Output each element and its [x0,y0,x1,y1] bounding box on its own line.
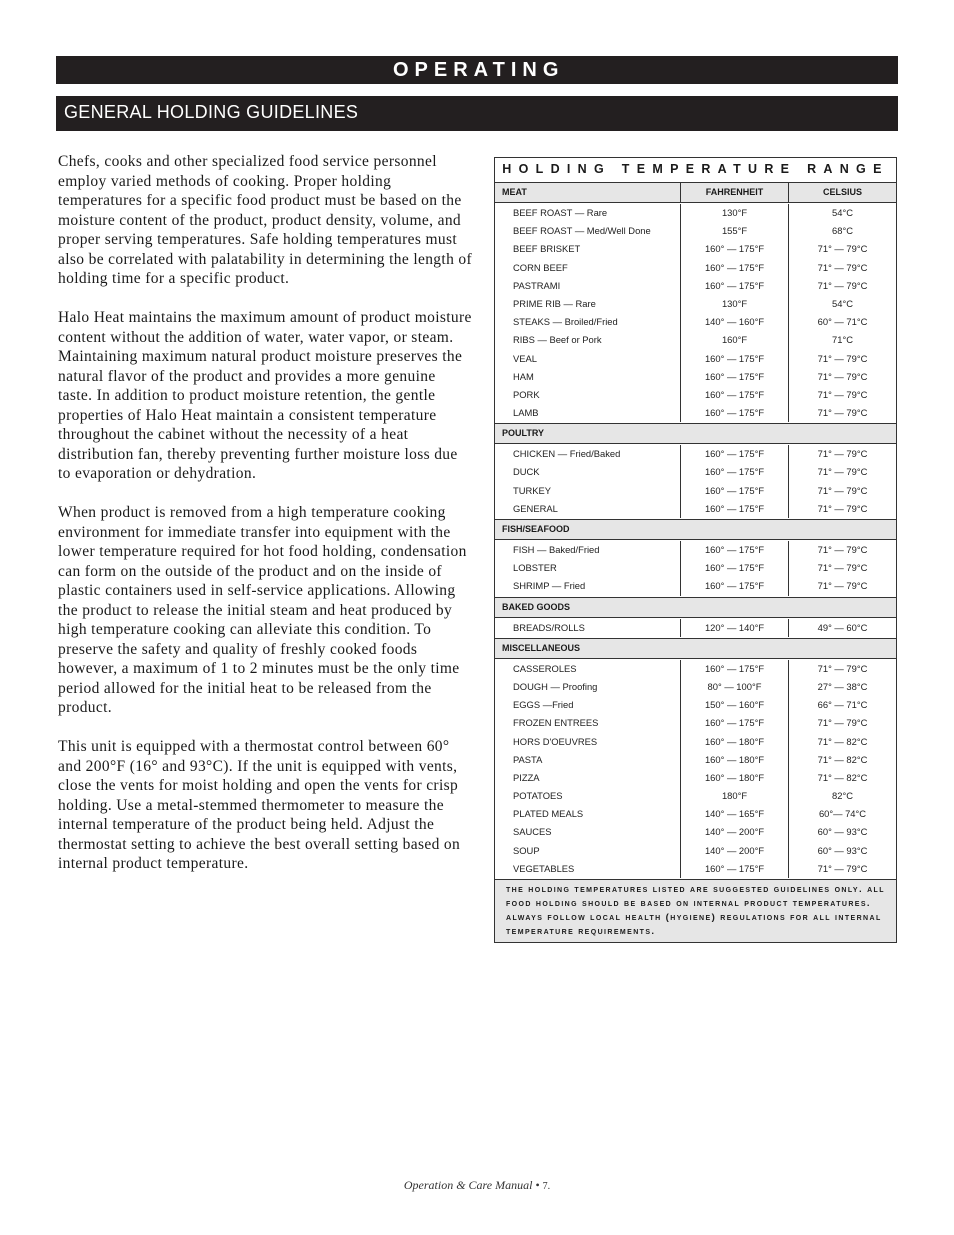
food-name-cell: VEGETABLES [513,862,575,874]
fahrenheit-cell: 140° — 160°F [680,313,788,331]
table-row [495,541,896,559]
food-name-cell: DUCK [513,466,540,478]
fahrenheit-cell: 140° — 200°F [680,823,788,841]
fahrenheit-cell: 120° — 140°F [680,619,788,637]
food-name-cell: CASSEROLES [513,662,577,674]
food-name-cell: LOBSTER [513,562,557,574]
fahrenheit-cell: 160° — 175°F [680,714,788,732]
table-title: HOLDING TEMPERATURE RANGE [495,158,896,183]
celsius-cell: 71° — 79°C [788,445,896,463]
table-row [495,204,896,222]
celsius-cell: 60° — 93°C [788,842,896,860]
table-row [495,500,896,518]
celsius-cell: 71° — 79°C [788,714,896,732]
food-name-cell: SHRIMP — Fried [513,580,586,592]
celsius-cell: 71° — 82°C [788,733,896,751]
celsius-cell: 27° — 38°C [788,678,896,696]
table-row [495,240,896,258]
food-name-cell: BEEF ROAST — Rare [513,207,608,218]
fahrenheit-cell: 160° — 175°F [680,259,788,277]
food-name-cell: LAMB [513,407,539,419]
table-row [495,482,896,500]
paragraph: Chefs, cooks and other specialized food service personnel employ varied methods of cooking. Proper holding temperatures for a specific food product must be based on the moisture content of the product, product density, volume, and proper serving temperatures. Safe holding temperatures must also be correlated with palatability in determining the length of holding time for a specific product. [58,153,473,287]
food-name-cell: BEEF ROAST — Med/Well Done [513,225,651,237]
paragraph: Halo Heat maintains the maximum amount of product moisture content without the addition of water, water vapor, or steam. Maintaining maximum natural product moisture preserves the natural flavor of the product and provides a more genuine taste. In addition to product moisture retention, the gentle properties of Halo Heat maintain a consistent temperature throughout the cabinet without the necessity of a heat distribution fan, thereby preventing further moisture loss due to evaporation or dehydration. [58,309,472,482]
food-name-cell: GENERAL [513,502,558,514]
table-row [495,404,896,422]
celsius-cell: 71° — 79°C [788,559,896,577]
celsius-cell: 71°C [788,331,896,349]
table-row [495,559,896,577]
page-footer [0,1178,954,1193]
table-row [495,577,896,595]
food-name-cell: TURKEY [513,484,552,496]
fahrenheit-cell: 160° — 175°F [680,482,788,500]
table-row [495,842,896,860]
fahrenheit-cell: 180°F [680,787,788,805]
fahrenheit-cell: 160° — 175°F [680,350,788,368]
celsius-cell: 82°C [788,787,896,805]
celsius-cell: 71° — 79°C [788,577,896,595]
fahrenheit-cell: 160° — 175°F [680,559,788,577]
food-name-cell: SOUP [513,844,540,856]
fahrenheit-cell: 160° — 175°F [680,368,788,386]
table-section-group [495,659,896,879]
table-row [495,331,896,349]
fahrenheit-cell: 160° — 175°F [680,277,788,295]
fahrenheit-cell: 160° — 175°F [680,860,788,878]
fahrenheit-cell: 160° — 175°F [680,240,788,258]
header-category: MEAT [502,187,527,197]
food-name-cell: HORS D'OEUVRES [513,735,598,747]
celsius-cell: 71° — 79°C [788,259,896,277]
food-name-cell: PRIME RIB — Rare [513,297,596,309]
celsius-cell: 71° — 79°C [788,860,896,878]
food-name-cell: DOUGH — Proofing [513,680,598,692]
celsius-cell: 60° — 93°C [788,823,896,841]
food-name-cell: POTATOES [513,790,563,802]
fahrenheit-cell: 160°F [680,331,788,349]
table-row [495,259,896,277]
table-row [495,714,896,732]
fahrenheit-cell: 160° — 175°F [680,386,788,404]
fahrenheit-cell: 130°F [680,204,788,222]
celsius-cell: 71° — 79°C [788,277,896,295]
fahrenheit-cell: 160° — 180°F [680,751,788,769]
holding-temperature-table [494,157,897,943]
fahrenheit-cell: 140° — 200°F [680,842,788,860]
table-row [495,751,896,769]
table-row [495,222,896,240]
table-section-header: FISH/SEAFOOD [495,519,896,540]
food-name-cell: CORN BEEF [513,261,568,273]
table-section-header: MISCELLANEOUS [495,638,896,659]
celsius-cell: 66° — 71°C [788,696,896,714]
food-name-cell: STEAKS — Broiled/Fried [513,316,618,328]
table-row [495,733,896,751]
table-row [495,368,896,386]
header-celsius: CELSIUS [788,183,896,202]
celsius-cell: 71° — 79°C [788,482,896,500]
paragraph: This unit is equipped with a thermostat control between 60° and 200°F (16° and 93°C). If the unit is equipped with vents, close the vents for moist holding and open the vents for crisp holding. Use a metal-stemmed thermometer to measure the internal temperature of the product being held. Adjust the thermostat setting to achieve the best overall setting based on internal product temperature. [58,738,461,872]
table-row [495,619,896,637]
table-row [495,350,896,368]
fahrenheit-cell: 155°F [680,222,788,240]
food-name-cell: PASTRAMI [513,279,561,291]
food-name-cell: HAM [513,370,534,382]
fahrenheit-cell: 140° — 165°F [680,805,788,823]
table-section-header: BAKED GOODS [495,597,896,618]
fahrenheit-cell: 160° — 180°F [680,769,788,787]
food-name-cell: SAUCES [513,826,552,838]
paragraph: When product is removed from a high temperature cooking environment for immediate transfer into equipment with the lower temperature required for hot food holding, condensation can form on the outside of the product and on the inside of plastic containers used in self-service applications. Allowing the product to release the initial steam and heat produced by high temperature cooking can alleviate this condition. To preserve the safety and quality of freshly cooked foods however, a maximum of 1 to 2 minutes must be the only time period allowed for the initial heat to be released from the product. [58,504,467,716]
table-row [495,823,896,841]
celsius-cell: 49° — 60°C [788,619,896,637]
celsius-cell: 71° — 79°C [788,386,896,404]
fahrenheit-cell: 160° — 180°F [680,733,788,751]
table-row [495,313,896,331]
table-section-group [495,203,896,423]
celsius-cell: 71° — 79°C [788,368,896,386]
celsius-cell: 71° — 82°C [788,751,896,769]
celsius-cell: 68°C [788,222,896,240]
food-name-cell: FISH — Baked/Fried [513,544,600,555]
table-body [495,203,896,879]
celsius-cell: 71° — 79°C [788,350,896,368]
table-header-row [495,183,896,203]
celsius-cell: 71° — 79°C [788,500,896,518]
fahrenheit-cell: 130°F [680,295,788,313]
table-row [495,295,896,313]
fahrenheit-cell: 150° — 160°F [680,696,788,714]
celsius-cell: 71° — 79°C [788,463,896,481]
celsius-cell: 60°— 74°C [788,805,896,823]
table-row [495,769,896,787]
celsius-cell: 71° — 82°C [788,769,896,787]
celsius-cell: 54°C [788,295,896,313]
table-row [495,805,896,823]
header-fahrenheit: FAHRENHEIT [680,183,788,202]
table-row [495,445,896,463]
subsection-title-banner: GENERAL HOLDING GUIDELINES [56,96,898,131]
table-section-header: POULTRY [495,423,896,444]
fahrenheit-cell: 160° — 175°F [680,660,788,678]
food-name-cell: FROZEN ENTREES [513,717,599,729]
table-row [495,678,896,696]
food-name-cell: PLATED MEALS [513,808,584,820]
table-row [495,277,896,295]
table-row [495,463,896,481]
celsius-cell: 71° — 79°C [788,541,896,559]
page-number: 7. [542,1181,551,1192]
fahrenheit-cell: 80° — 100°F [680,678,788,696]
fahrenheit-cell: 160° — 175°F [680,500,788,518]
table-row [495,660,896,678]
fahrenheit-cell: 160° — 175°F [680,445,788,463]
table-footnote: the holding temperatures listed are suggested guidelines only. all food holding should be based on internal product temperatures. always follow local health (hygiene) regulations for all internal temperature requirements. [495,879,896,942]
celsius-cell: 60° — 71°C [788,313,896,331]
section-title-banner: OPERATING [56,56,898,84]
fahrenheit-cell: 160° — 175°F [680,463,788,481]
celsius-cell: 54°C [788,204,896,222]
manual-label: Operation & Care Manual • [403,1178,540,1192]
food-name-cell: CHICKEN — Fried/Baked [513,448,621,460]
food-name-cell: EGGS —Fried [513,699,574,711]
table-row [495,696,896,714]
table-section-group [495,540,896,597]
food-name-cell: BEEF BRISKET [513,243,581,255]
food-name-cell: VEAL [513,352,537,364]
fahrenheit-cell: 160° — 175°F [680,541,788,559]
table-row [495,860,896,878]
food-name-cell: RIBS — Beef or Pork [513,334,602,346]
fahrenheit-cell: 160° — 175°F [680,577,788,595]
table-section-group [495,618,896,638]
fahrenheit-cell: 160° — 175°F [680,404,788,422]
table-row [495,787,896,805]
food-name-cell: PORK [513,388,540,400]
food-name-cell: PASTA [513,753,543,765]
table-row [495,386,896,404]
celsius-cell: 71° — 79°C [788,660,896,678]
food-name-cell: PIZZA [513,771,540,783]
celsius-cell: 71° — 79°C [788,240,896,258]
table-section-group [495,444,896,519]
food-name-cell: BREADS/ROLLS [513,621,585,633]
body-text [58,152,473,893]
celsius-cell: 71° — 79°C [788,404,896,422]
